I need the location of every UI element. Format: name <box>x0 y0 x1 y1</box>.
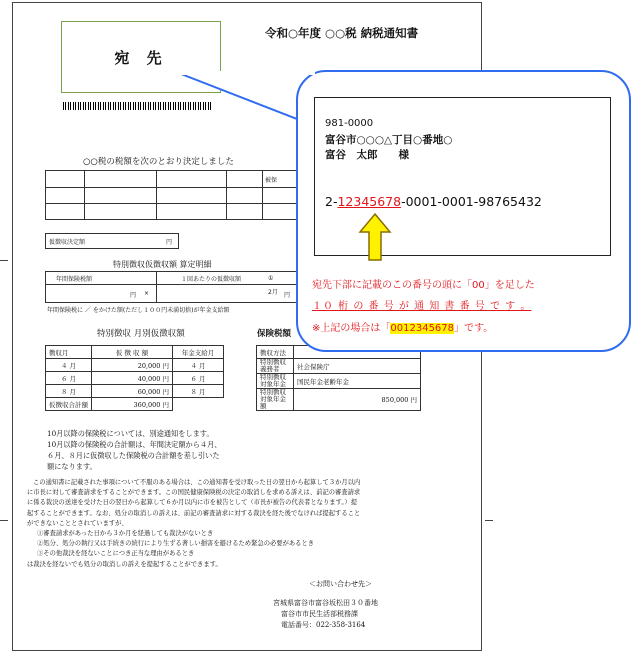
contact-block <box>273 579 378 631</box>
notice-code <box>325 194 542 209</box>
recipient-name: 富谷 太郎 様 <box>325 149 409 161</box>
contact-line: 宮城県富谷市富谷坂松田３０番地 <box>273 599 378 607</box>
side-mark-a: ① <box>268 275 274 282</box>
deduction-decided-row <box>45 233 179 249</box>
legal-line: ②処分、処分の執行又は手続きの続行により生ずる著しい損害を避けるため緊急の必要があるとき <box>37 540 315 548</box>
annual-tax-yen: 円 <box>130 292 137 299</box>
postal-code: 981-0000 <box>325 118 374 129</box>
multiply-sign: × <box>144 290 150 297</box>
note-line: 10月以降の保険税の合計額は、年間決定額から４月、 <box>47 440 222 449</box>
legal-line: に係る裁決の送達を受けた日の翌日から起算して６か月以内に市を被告として（市長が被告の代表者となります。）提 <box>27 499 358 507</box>
legal-line: この通知書に記載された事項について不服のある場合は、この通知書を受け取った日の翌日から起算して３か月以内 <box>33 479 361 486</box>
margin-mark <box>0 520 8 521</box>
table-row <box>46 398 224 411</box>
table-row: 特別徴収対象年金 国民年金老齢年金 <box>257 374 421 389</box>
margin-mark <box>0 260 8 261</box>
side-mark-b: 2月 <box>268 289 278 296</box>
table-row: ６ 月 40,000 円 ６ 月 <box>46 372 224 385</box>
insured-label: 被保 <box>265 177 278 184</box>
special-calc-title: 特別徴収仮徴収額 算定明細 <box>113 260 212 269</box>
legal-line: 起することができます。なお、処分の取消しの訴えは、前記の審査請求に対する裁決を経た後でなければ提起すること <box>27 509 361 517</box>
schedule-total-label: 仮徴収合計額 <box>46 398 92 411</box>
insurer-table <box>256 345 421 411</box>
explain-line-3 <box>312 319 493 334</box>
up-arrow-icon <box>358 212 392 262</box>
margin-mark <box>485 520 493 521</box>
addressee-label: 宛 先 <box>114 48 168 67</box>
table-row: 特別徴収義務者 社会保険庁 <box>257 359 421 374</box>
table-row: 徴収方法 <box>257 346 421 359</box>
legal-line: ③その他裁決を経ないことにつき正当な理由があるとき <box>37 550 195 558</box>
schedule-header: 仮 徴 収 額 <box>92 346 173 359</box>
explain3-post: 」です。 <box>454 323 494 334</box>
special-calc-note: 年間保険税に ／ をかけた額(ただし１００円未満切捨)が年金支給額 <box>47 307 230 314</box>
schedule-title: 特別徴収 月別仮徴収額 <box>97 329 185 339</box>
table-row: 特別徴収対象年金額 850,000 円 <box>257 389 421 411</box>
schedule-header: 徴収月 <box>46 346 92 359</box>
explain3-pre: ※上記の場合は「 <box>312 323 391 334</box>
schedule-header: 年金支給月 <box>173 346 224 359</box>
legal-line: は裁決を経ないでも処分の取消しの訴えを提起することができます。 <box>27 560 222 568</box>
per-collection-label: １回あたりの仮徴収額 <box>181 276 242 283</box>
legal-text <box>27 478 473 570</box>
table-row: ４ 月 20,000 円 ４ 月 <box>46 359 224 372</box>
special-calc-table <box>45 271 297 303</box>
code-prefix: 2- <box>325 194 338 209</box>
document-title: 令和○年度 ○○税 納税通知書 <box>265 26 419 40</box>
legal-line: ①審査請求があった日から３か月を経過しても裁決がないとき <box>37 530 214 538</box>
insurer-title: 保険税額 <box>257 329 292 339</box>
deduction-decided-label: 仮徴収決定額 <box>49 239 86 246</box>
deduction-decided-yen: 円 <box>166 239 173 246</box>
explain-line-2: １０ 桁 の 番 号 が 通 知 書 番 号 で す 。 <box>312 301 532 312</box>
note-line: 10月以降の保険税については、別途通知をします。 <box>47 429 214 438</box>
annual-tax-label: 年間保険税額 <box>56 276 93 283</box>
contact-line: 富谷市市民生活部税務課 <box>281 610 358 618</box>
contact-line: 電話番号：022-358-3164 <box>281 621 366 629</box>
notes-block <box>47 428 221 472</box>
legal-line: ができないこととされていますが、 <box>27 519 128 527</box>
tax-summary-table <box>45 170 297 220</box>
per-collection-yen: 円 <box>284 292 291 299</box>
recipient-address: 富谷市○○○△丁目○番地○ <box>325 134 453 146</box>
table-row: ８ 月 60,000 円 ８ 月 <box>46 385 224 398</box>
schedule-total-value: 360,000 円 <box>92 398 173 411</box>
note-line: 額になります。 <box>47 462 97 471</box>
decision-text: ○○税の税額を次のとおり決定しました <box>83 157 234 167</box>
legal-line: に市長に対して審査請求をすることができます。この国民健康保険税の決定の取消しを求める訴えは、前記の審査請求 <box>27 489 361 497</box>
explain-line-1: 宛先下部に記載のこの番号の頭に「00」を足した <box>312 280 535 291</box>
explain3-number: 0012345678 <box>390 323 455 334</box>
note-line: ６月、８月に仮徴収した保険税の合計額を差し引いた <box>47 451 220 460</box>
schedule-table <box>45 345 224 411</box>
code-suffix: -0001-0001-98765432 <box>401 194 542 209</box>
code-highlight: 12345678 <box>337 194 402 209</box>
contact-header: ＜お問い合わせ先＞ <box>309 580 372 588</box>
